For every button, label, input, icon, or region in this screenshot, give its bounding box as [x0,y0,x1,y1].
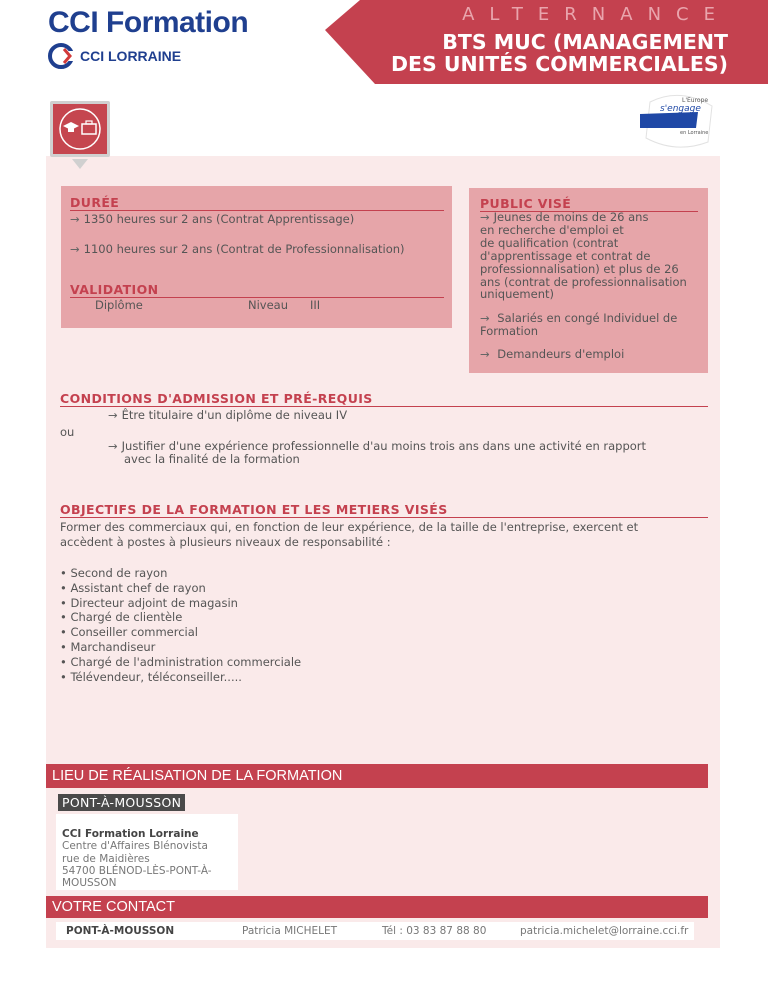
europe-logo-line2: s'engage [660,104,701,114]
duree-item-2: → 1100 heures sur 2 ans (Contrat de Professionnalisation) [70,242,405,256]
cci-lorraine-logo [48,43,181,69]
lieu-city-tag: PONT-À-MOUSSON [58,794,185,811]
public-item-2: → Salariés en congé Individuel de Formation [480,311,678,338]
page-title-line2: DES UNITÉS COMMERCIALES) [390,52,728,76]
conditions-item-1: → Être titulaire d'un diplôme de niveau IV [108,408,348,422]
list-item: • Chargé de l'administration commerciale [60,654,302,669]
lieu-addr-line: Centre d'Affaires Blénovista [62,840,208,853]
arrow-icon: → [480,311,490,325]
list-item: • Chargé de clientèle [60,610,183,625]
icon-pointer [72,159,88,169]
public-item-1: → Jeunes de moins de 26 ans en recherche d'emploi et de qualification (contrat d'apprentissage et contrat de professionnalisation) et plus de 26 ans (contrat de professionnalisation uniquement) [480,210,687,302]
lieu-addr-line: 54700 BLÉNOD-LÈS-PONT-À- [62,864,212,877]
contact-email[interactable]: patricia.michelet@lorraine.cci.fr [520,925,689,937]
validation-title: VALIDATION [70,282,444,298]
list-item: • Marchandiseur [60,639,156,654]
contact-row [56,922,694,940]
contact-phone[interactable]: Tél : 03 83 87 88 80 [382,925,487,937]
lieu-addr-line: MOUSSON [62,877,117,890]
europe-logo-line1: L'Europe [682,97,709,104]
graduation-briefcase-icon [53,104,107,154]
arrow-icon: → [70,242,80,256]
lieu-addr-line: rue de Maidières [62,852,150,865]
europe-logo-line3: en Lorraine [680,130,709,136]
list-item: • Assistant chef de rayon [60,580,206,595]
duree-item-1: → 1350 heures sur 2 ans (Contrat Apprentissage) [70,212,355,226]
cci-logo-icon [48,43,74,69]
arrow-icon: → [108,408,118,422]
arrow-icon: → [70,212,80,226]
brand-logo-text: CCI Formation [48,6,249,39]
conditions-item-2: → Justifier d'une expérience professionnelle d'au moins trois ans dans une activité en rapport avec la finalité de la formation [108,439,647,466]
list-item: • Second de rayon [60,566,168,580]
objectifs-intro: Former des commerciaux qui, en fonction de leur expérience, de la taille de l'entreprise, exercent et accèdent à postes à plusieurs niveaux de responsabilité : [60,520,639,549]
arrow-icon: → [480,347,490,361]
arrow-icon: → [480,210,490,224]
category-label: ALTERNANCE [462,4,730,25]
duree-title: DURÉE [70,195,444,211]
objectifs-title: OBJECTIFS DE LA FORMATION ET LES METIERS VISÉS [60,502,708,518]
arrow-icon: → [108,439,118,453]
list-item: • Conseiller commercial [60,625,198,640]
conditions-or-label: ou [60,425,75,439]
contact-name: Patricia MICHELET [242,925,338,937]
metiers-list [60,566,301,684]
formation-icon-box [50,101,110,157]
lieu-title: LIEU DE RÉALISATION DE LA FORMATION [46,764,708,788]
validation-level-label: Niveau [248,298,289,312]
public-title: PUBLIC VISÉ [480,196,698,212]
contact-city: PONT-À-MOUSSON [66,925,175,937]
lieu-org-name: CCI Formation Lorraine [62,828,199,840]
page-title-line1: BTS MUC (MANAGEMENT [442,30,728,54]
cci-lorraine-label: CCI LORRAINE [80,48,182,64]
conditions-title: CONDITIONS D'ADMISSION ET PRÉ-REQUIS [60,391,708,407]
validation-level-value: III [310,298,321,312]
list-item: • Directeur adjoint de magasin [60,595,238,610]
europe-logo [640,92,718,150]
list-item: • Télévendeur, téléconseiller..... [60,669,242,684]
public-item-3: → Demandeurs d'emploi [480,347,625,361]
contact-title: VOTRE CONTACT [46,896,708,918]
lieu-address-card [56,814,238,890]
validation-diploma-label: Diplôme [95,298,143,312]
